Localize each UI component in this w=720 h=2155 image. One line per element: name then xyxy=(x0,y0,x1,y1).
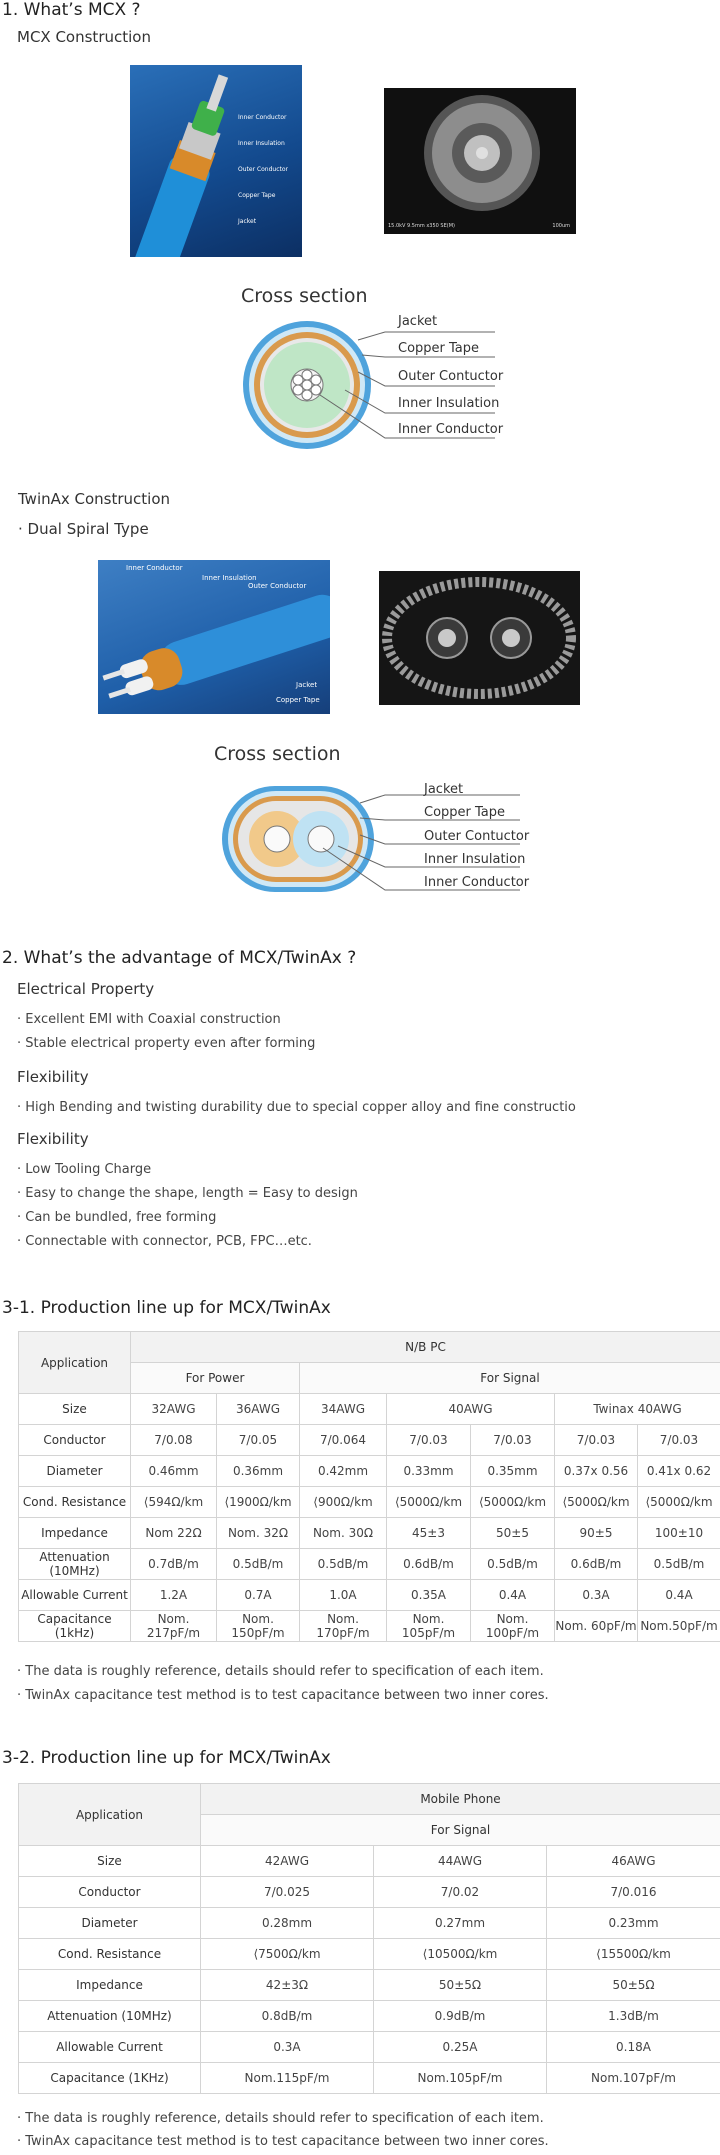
table1-cell: Nom 22Ω xyxy=(131,1518,217,1549)
table1-row xyxy=(19,1487,720,1518)
table1-cell: 7/0.03 xyxy=(387,1425,471,1456)
mcx-label-copper-tape: Copper Tape xyxy=(238,192,276,199)
table1-cell: 7/0.03 xyxy=(638,1425,720,1456)
table1-cell: 90±5 xyxy=(555,1518,638,1549)
table2-cell: 42±3Ω xyxy=(201,1970,374,2001)
twinax-cross-section-diagram xyxy=(220,778,530,908)
cross2-label-jacket: Jacket xyxy=(424,782,464,797)
table1-row-label: Size xyxy=(19,1394,131,1425)
table1-cell: 0.33mm xyxy=(387,1456,471,1487)
table2-mobile-header: Mobile Phone xyxy=(201,1784,720,1815)
table1-cell: 7/0.064 xyxy=(300,1425,387,1456)
table1-row-label: Conductor xyxy=(19,1425,131,1456)
table1-cell: 0.6dB/m xyxy=(555,1549,638,1580)
table2-cell: 7/0.016 xyxy=(547,1877,720,1908)
table2-row xyxy=(19,1939,720,1970)
twinax-cross-photo xyxy=(379,571,580,705)
advantage-item: · Easy to change the shape, length = Easy to design xyxy=(17,1186,358,1201)
table2-cell: 0.25A xyxy=(374,2032,547,2063)
table1-cell: Nom. 32Ω xyxy=(217,1518,300,1549)
table1-cell: 0.7dB/m xyxy=(131,1549,217,1580)
table2-cell: 0.9dB/m xyxy=(374,2001,547,2032)
table1-cell: 0.5dB/m xyxy=(471,1549,555,1580)
table2-row-label: Capacitance (1KHz) xyxy=(19,2063,201,2094)
table2-cell: 0.27mm xyxy=(374,1908,547,1939)
table1-for-power-header: For Power xyxy=(131,1363,300,1394)
table2-cell: Nom.105pF/m xyxy=(374,2063,547,2094)
table2-cell: 50±5Ω xyxy=(547,1970,720,2001)
mcx-label-outer-conductor: Outer Conductor xyxy=(238,166,289,173)
table2-row-label: Cond. Resistance xyxy=(19,1939,201,1970)
table1-application-header: Application xyxy=(19,1332,131,1394)
table1-cell: 1.0A xyxy=(300,1580,387,1611)
table1-cell: ⟨594Ω/km xyxy=(131,1487,217,1518)
twinax-label-inner-insulation: Inner Insulation xyxy=(202,574,257,582)
table2-cell: 0.18A xyxy=(547,2032,720,2063)
cross2-label-inner-conductor: Inner Conductor xyxy=(424,875,530,890)
mcx-label-inner-conductor: Inner Conductor xyxy=(238,114,287,121)
section32-title: 3-2. Production line up for MCX/TwinAx xyxy=(2,1748,331,1768)
twinax-label-jacket: Jacket xyxy=(296,681,318,689)
cross-label-outer-contuctor: Outer Contuctor xyxy=(398,369,504,384)
table2-cell: ⟨15500Ω/km xyxy=(547,1939,720,1970)
table2-size-cell: 42AWG xyxy=(201,1846,374,1877)
table1-row xyxy=(19,1518,720,1549)
cross-label-copper-tape: Copper Tape xyxy=(398,341,480,356)
table1-row-label: Diameter xyxy=(19,1456,131,1487)
table1-cell: ⟨5000Ω/km xyxy=(555,1487,638,1518)
table1-row-label: Impedance xyxy=(19,1518,131,1549)
dual-spiral-type: · Dual Spiral Type xyxy=(18,520,149,538)
table2-for-signal-header: For Signal xyxy=(201,1815,720,1846)
table2-row xyxy=(19,2063,720,2094)
table2-cell: Nom.107pF/m xyxy=(547,2063,720,2094)
mcx-label-inner-insulation: Inner Insulation xyxy=(238,140,285,147)
table2-cell: 0.28mm xyxy=(201,1908,374,1939)
table1-row xyxy=(19,1580,720,1611)
cross2-label-outer-contuctor: Outer Contuctor xyxy=(424,829,530,844)
mcx-construction-heading: MCX Construction xyxy=(17,28,151,46)
table1-row xyxy=(19,1549,720,1580)
cross-section-title: Cross section xyxy=(241,285,368,307)
table1-cell: Nom.50pF/m xyxy=(638,1611,720,1642)
table1-cell: ⟨5000Ω/km xyxy=(471,1487,555,1518)
table2-cell: 0.8dB/m xyxy=(201,2001,374,2032)
table1-cell: Nom. 30Ω xyxy=(300,1518,387,1549)
table2-row-label: Conductor xyxy=(19,1877,201,1908)
cross2-label-copper-tape: Copper Tape xyxy=(424,805,506,820)
table1-row-label: Capacitance (1kHz) xyxy=(19,1611,131,1642)
section31-title: 3-1. Production line up for MCX/TwinAx xyxy=(2,1298,331,1318)
table1-cell: 0.4A xyxy=(638,1580,720,1611)
table1-note: · The data is roughly reference, details should refer to specification of each item. xyxy=(17,1664,544,1679)
advantage-item: · Can be bundled, free forming xyxy=(17,1210,217,1225)
table1-note: · TwinAx capacitance test method is to test capacitance between two inner cores. xyxy=(17,1688,549,1703)
mcx-label-jacket: Jacket xyxy=(238,218,257,225)
table1-cell: 0.35mm xyxy=(471,1456,555,1487)
table2-note: · TwinAx capacitance test method is to test capacitance between two inner cores. xyxy=(17,2134,549,2149)
advantage-item: · Excellent EMI with Coaxial construction xyxy=(17,1012,281,1027)
sem-caption-right: 100um xyxy=(552,223,570,229)
table2-row xyxy=(19,1908,720,1939)
table2-row-label: Allowable Current xyxy=(19,2032,201,2063)
mcx-cable-photo xyxy=(130,65,302,257)
table1-cell: Nom. 105pF/m xyxy=(387,1611,471,1642)
table1-cell: 0.46mm xyxy=(131,1456,217,1487)
advantage-item: · Low Tooling Charge xyxy=(17,1162,152,1177)
flexibility-heading: Flexibility xyxy=(17,1068,89,1086)
table1-cell: 45±3 xyxy=(387,1518,471,1549)
table2-cell: 7/0.025 xyxy=(201,1877,374,1908)
table2-size-cell: 46AWG xyxy=(547,1846,720,1877)
twinax-construction-heading: TwinAx Construction xyxy=(18,490,171,508)
table1-cell: Nom. 100pF/m xyxy=(471,1611,555,1642)
table2-cell: 0.23mm xyxy=(547,1908,720,1939)
table2-row xyxy=(19,2001,720,2032)
table1-cell: 0.7A xyxy=(217,1580,300,1611)
table1-cell: 0.42mm xyxy=(300,1456,387,1487)
table1-row xyxy=(19,1611,720,1642)
table1-row xyxy=(19,1425,720,1456)
table2-row-label: Diameter xyxy=(19,1908,201,1939)
table2-row xyxy=(19,1877,720,1908)
table1-for-signal-header: For Signal xyxy=(300,1363,720,1394)
table2-cell: Nom.115pF/m xyxy=(201,2063,374,2094)
table1-nbpc-header: N/B PC xyxy=(131,1332,720,1363)
table2-cell: 1.3dB/m xyxy=(547,2001,720,2032)
table2-row-label: Attenuation (10MHz) xyxy=(19,2001,201,2032)
table1-cell: 7/0.03 xyxy=(471,1425,555,1456)
table1-row-label: Attenuation (10MHz) xyxy=(19,1549,131,1580)
table1-cell: 100±10 xyxy=(638,1518,720,1549)
twinax-label-inner-conductor: Inner Conductor xyxy=(126,564,183,572)
advantage-item: · Connectable with connector, PCB, FPC…etc. xyxy=(17,1234,312,1249)
table1-cell: 7/0.05 xyxy=(217,1425,300,1456)
table1-size-cell: 32AWG xyxy=(131,1394,217,1425)
production-table-2 xyxy=(18,1783,720,2094)
table1-cell: Nom. 60pF/m xyxy=(555,1611,638,1642)
table1-row-label: Cond. Resistance xyxy=(19,1487,131,1518)
table2-note: · The data is roughly reference, details should refer to specification of each item. xyxy=(17,2111,544,2126)
table1-cell: 0.5dB/m xyxy=(217,1549,300,1580)
table1-cell: 7/0.03 xyxy=(555,1425,638,1456)
table1-size-cell: 40AWG xyxy=(387,1394,555,1425)
table1-cell: 0.6dB/m xyxy=(387,1549,471,1580)
table1-cell: 0.5dB/m xyxy=(300,1549,387,1580)
sem-caption-left: 15.0kV 9.5mm x350 SE(M) xyxy=(388,223,455,229)
table2-cell: ⟨7500Ω/km xyxy=(201,1939,374,1970)
section2-title: 2. What’s the advantage of MCX/TwinAx ? xyxy=(2,948,357,968)
table2-row-label: Size xyxy=(19,1846,201,1877)
table2-row xyxy=(19,2032,720,2063)
table2-row xyxy=(19,1970,720,2001)
table2-cell: 7/0.02 xyxy=(374,1877,547,1908)
twinax-cable-photo xyxy=(98,560,330,714)
table2-cell: ⟨10500Ω/km xyxy=(374,1939,547,1970)
twinax-label-copper-tape: Copper Tape xyxy=(276,696,320,704)
table2-size-cell: 44AWG xyxy=(374,1846,547,1877)
table2-row-label: Impedance xyxy=(19,1970,201,2001)
electrical-property-heading: Electrical Property xyxy=(17,980,155,998)
cross-label-inner-conductor: Inner Conductor xyxy=(398,422,504,437)
production-table-1 xyxy=(18,1331,720,1642)
table1-cell: Nom. 170pF/m xyxy=(300,1611,387,1642)
table1-cell: 0.36mm xyxy=(217,1456,300,1487)
table1-size-cell: 34AWG xyxy=(300,1394,387,1425)
table2-application-header: Application xyxy=(19,1784,201,1846)
advantage-item: · Stable electrical property even after forming xyxy=(17,1036,316,1051)
table1-cell: 0.41x 0.62 xyxy=(638,1456,720,1487)
table1-cell: ⟨1900Ω/km xyxy=(217,1487,300,1518)
table1-cell: ⟨900Ω/km xyxy=(300,1487,387,1518)
mcx-sem-photo xyxy=(384,88,576,234)
table1-cell: 0.5dB/m xyxy=(638,1549,720,1580)
mcx-cross-section-diagram xyxy=(240,310,510,460)
table1-cell: Nom. 217pF/m xyxy=(131,1611,217,1642)
table1-cell: 1.2A xyxy=(131,1580,217,1611)
twinax-label-outer-conductor: Outer Conductor xyxy=(248,582,307,590)
table1-row xyxy=(19,1456,720,1487)
cross-label-inner-insulation: Inner Insulation xyxy=(398,396,500,411)
table1-cell: 0.4A xyxy=(471,1580,555,1611)
flexibility-heading-2: Flexibility xyxy=(17,1130,89,1148)
table2-cell: 50±5Ω xyxy=(374,1970,547,2001)
table1-cell: 7/0.08 xyxy=(131,1425,217,1456)
table1-cell: 0.37x 0.56 xyxy=(555,1456,638,1487)
table1-size-cell: Twinax 40AWG xyxy=(555,1394,720,1425)
table1-cell: ⟨5000Ω/km xyxy=(638,1487,720,1518)
table2-cell: 0.3A xyxy=(201,2032,374,2063)
cross-label-jacket: Jacket xyxy=(398,314,438,329)
cross-section-title-2: Cross section xyxy=(214,743,341,765)
table1-cell: ⟨5000Ω/km xyxy=(387,1487,471,1518)
table1-cell: Nom. 150pF/m xyxy=(217,1611,300,1642)
table1-cell: 0.35A xyxy=(387,1580,471,1611)
cross2-label-inner-insulation: Inner Insulation xyxy=(424,852,526,867)
table1-size-cell: 36AWG xyxy=(217,1394,300,1425)
section1-title: 1. What’s MCX ? xyxy=(2,0,141,20)
table1-row-label: Allowable Current xyxy=(19,1580,131,1611)
table1-cell: 50±5 xyxy=(471,1518,555,1549)
table1-cell: 0.3A xyxy=(555,1580,638,1611)
advantage-item: · High Bending and twisting durability due to special copper alloy and fine constructio xyxy=(17,1100,576,1115)
